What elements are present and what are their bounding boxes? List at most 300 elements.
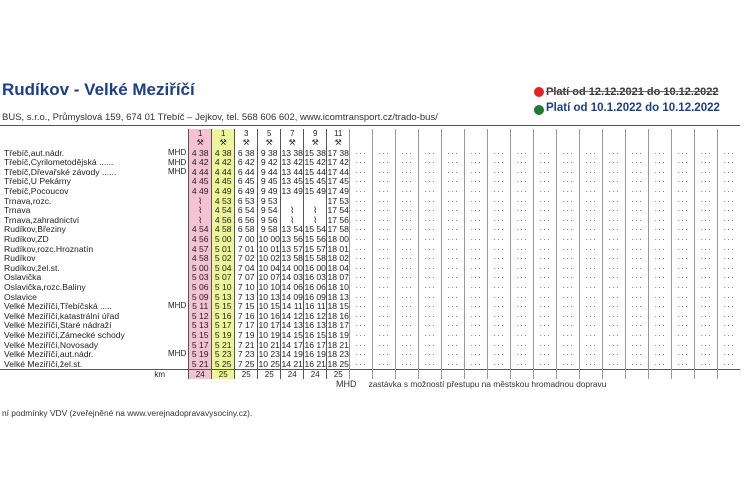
departure-time: 5 12 xyxy=(189,311,212,321)
empty-trip-cell: ··· xyxy=(442,244,465,254)
empty-trip-cell: ··· xyxy=(557,283,580,293)
empty-trip-cell: ··· xyxy=(465,206,488,216)
departure-time: 10 13 xyxy=(258,291,280,302)
empty-header-cell xyxy=(557,129,580,139)
empty-trip-cell: ··· xyxy=(626,215,649,225)
empty-header-cell xyxy=(419,129,442,139)
departure-time: 14 15 xyxy=(281,329,303,340)
departure-time: 15 56 xyxy=(304,234,326,245)
departure-time: 13 57 xyxy=(281,243,303,254)
empty-trip-cell: ··· xyxy=(672,235,695,245)
empty-trip-cell: ··· xyxy=(649,263,672,273)
trip-distance-km: 24 xyxy=(281,369,304,379)
empty-trip-cell: ··· xyxy=(649,177,672,187)
empty-trip-cell: ··· xyxy=(511,158,534,168)
empty-trip-cell: ··· xyxy=(442,302,465,312)
empty-trip-cell: ··· xyxy=(649,359,672,369)
departure-time: 9 58 xyxy=(258,225,281,235)
empty-trip-cell: ··· xyxy=(626,177,649,187)
mhd-marker xyxy=(168,187,189,197)
departure-time: 4 45 xyxy=(189,177,212,187)
empty-km-cell xyxy=(718,369,741,379)
empty-trip-cell: ··· xyxy=(695,273,718,283)
empty-trip-cell: ··· xyxy=(419,158,442,168)
empty-trip-cell: ··· xyxy=(626,244,649,254)
trip-distance-km: 24 xyxy=(189,369,212,379)
empty-km-cell xyxy=(396,369,419,379)
empty-trip-cell: ··· xyxy=(649,225,672,235)
empty-trip-cell: ··· xyxy=(488,273,511,283)
empty-trip-cell: ··· xyxy=(603,273,626,283)
empty-trip-cell: ··· xyxy=(603,263,626,273)
empty-trip-cell: ··· xyxy=(465,302,488,312)
empty-header-cell xyxy=(511,129,534,139)
empty-trip-cell: ··· xyxy=(534,158,557,168)
empty-trip-cell: ··· xyxy=(465,235,488,245)
empty-trip-cell: ··· xyxy=(465,311,488,321)
departure-time: 17 54 xyxy=(327,205,349,216)
empty-trip-cell: ··· xyxy=(626,350,649,360)
mhd-marker: MHD xyxy=(168,157,187,167)
empty-trip-cell: ··· xyxy=(580,302,603,312)
empty-trip-cell: ··· xyxy=(557,330,580,340)
empty-trip-cell: ··· xyxy=(695,235,718,245)
empty-trip-cell: ··· xyxy=(534,330,557,340)
empty-trip-cell: ··· xyxy=(465,340,488,350)
departure-time: 5 04 xyxy=(212,263,235,273)
departure-time: 6 53 xyxy=(235,196,258,206)
empty-trip-cell: ··· xyxy=(373,292,396,302)
empty-header-cell xyxy=(488,139,511,149)
empty-trip-cell: ··· xyxy=(511,311,534,321)
empty-trip-cell: ··· xyxy=(649,187,672,197)
empty-trip-cell: ··· xyxy=(557,196,580,206)
footer-note: ní podmínky VDV (zveřejněné na www.verejnadopravavysociny.cz). xyxy=(2,408,253,418)
empty-trip-cell: ··· xyxy=(718,254,741,264)
stop-row xyxy=(0,350,740,360)
km-spacer xyxy=(168,369,189,379)
empty-trip-cell: ··· xyxy=(350,340,373,350)
empty-trip-cell: ··· xyxy=(511,350,534,360)
empty-trip-cell: ··· xyxy=(557,350,580,360)
empty-trip-cell: ··· xyxy=(718,235,741,245)
empty-trip-cell: ··· xyxy=(442,206,465,216)
empty-trip-cell: ··· xyxy=(626,225,649,235)
timetable xyxy=(0,129,740,379)
departure-time: 14 19 xyxy=(281,349,303,360)
empty-trip-cell: ··· xyxy=(373,273,396,283)
empty-trip-cell: ··· xyxy=(603,340,626,350)
departure-time: 7 15 xyxy=(235,302,258,312)
empty-trip-cell: ··· xyxy=(488,330,511,340)
stop-name: Rudíkov,rozc.Hroznatín xyxy=(4,244,94,254)
departure-time: 17 45 xyxy=(327,176,349,187)
empty-trip-cell: ··· xyxy=(396,244,419,254)
empty-trip-cell: ··· xyxy=(672,187,695,197)
empty-trip-cell: ··· xyxy=(672,311,695,321)
empty-trip-cell: ··· xyxy=(580,177,603,187)
empty-trip-cell: ··· xyxy=(442,254,465,264)
departure-time: 9 56 xyxy=(258,215,281,225)
empty-trip-cell: ··· xyxy=(603,283,626,293)
departure-time: 4 42 xyxy=(212,158,235,168)
trip-distance-km: 25 xyxy=(212,369,235,379)
empty-trip-cell: ··· xyxy=(373,158,396,168)
stop-row xyxy=(0,321,740,331)
mhd-marker xyxy=(168,235,189,245)
empty-trip-cell: ··· xyxy=(350,148,373,158)
departure-time: 10 07 xyxy=(258,272,280,283)
empty-trip-cell: ··· xyxy=(465,292,488,302)
departure-time: 5 02 xyxy=(212,254,235,264)
empty-trip-cell: ··· xyxy=(419,187,442,197)
empty-trip-cell: ··· xyxy=(603,225,626,235)
empty-trip-cell: ··· xyxy=(672,206,695,216)
stop-name: Třebíč,U Pekárny xyxy=(4,176,71,187)
departure-time: 4 58 xyxy=(212,225,235,235)
empty-trip-cell: ··· xyxy=(580,148,603,158)
empty-trip-cell: ··· xyxy=(649,254,672,264)
stop-name: Trnava,zahradnictví xyxy=(4,215,80,225)
empty-km-cell xyxy=(511,369,534,379)
empty-trip-cell: ··· xyxy=(626,273,649,283)
empty-trip-cell: ··· xyxy=(396,206,419,216)
departure-time: 4 54 xyxy=(212,206,235,216)
empty-trip-cell: ··· xyxy=(511,187,534,197)
departure-time: 10 21 xyxy=(258,339,280,350)
departure-time: 18 04 xyxy=(327,262,349,273)
empty-trip-cell: ··· xyxy=(488,311,511,321)
stop-name: Velké Meziříčí,Novosady xyxy=(4,340,99,350)
empty-header-cell xyxy=(649,139,672,149)
empty-trip-cell: ··· xyxy=(396,359,419,369)
empty-trip-cell: ··· xyxy=(350,196,373,206)
empty-trip-cell: ··· xyxy=(488,148,511,158)
empty-trip-cell: ··· xyxy=(534,148,557,158)
stop-name: Oslavička xyxy=(4,272,42,283)
empty-trip-cell: ··· xyxy=(557,158,580,168)
stop-row xyxy=(0,302,740,312)
empty-trip-cell: ··· xyxy=(465,350,488,360)
mhd-marker xyxy=(168,273,189,283)
empty-trip-cell: ··· xyxy=(580,187,603,197)
stop-name: Oslavička,rozc.Baliny xyxy=(4,282,86,292)
empty-trip-cell: ··· xyxy=(580,283,603,293)
departure-time: 5 13 xyxy=(189,321,212,331)
empty-trip-cell: ··· xyxy=(695,340,718,350)
empty-trip-cell: ··· xyxy=(695,148,718,158)
departure-time: 13 45 xyxy=(281,176,303,187)
empty-trip-cell: ··· xyxy=(373,263,396,273)
empty-trip-cell: ··· xyxy=(580,158,603,168)
empty-trip-cell: ··· xyxy=(442,359,465,369)
empty-trip-cell: ··· xyxy=(511,225,534,235)
empty-trip-cell: ··· xyxy=(626,330,649,340)
empty-trip-cell: ··· xyxy=(350,167,373,177)
empty-header-cell xyxy=(603,139,626,149)
empty-trip-cell: ··· xyxy=(580,330,603,340)
empty-trip-cell: ··· xyxy=(534,302,557,312)
empty-trip-cell: ··· xyxy=(534,177,557,187)
workday-symbol: ⚒ xyxy=(281,139,304,149)
empty-trip-cell: ··· xyxy=(603,196,626,206)
empty-trip-cell: ··· xyxy=(649,235,672,245)
empty-trip-cell: ··· xyxy=(373,196,396,206)
departure-time: 5 16 xyxy=(212,311,235,321)
departure-time: 14 11 xyxy=(281,301,303,312)
empty-trip-cell: ··· xyxy=(511,215,534,225)
empty-trip-cell: ··· xyxy=(396,187,419,197)
trip-distance-km: 24 xyxy=(304,369,327,379)
departure-time: 10 15 xyxy=(258,301,280,312)
stop-name: Oslavice xyxy=(4,292,37,302)
empty-trip-cell: ··· xyxy=(695,225,718,235)
empty-trip-cell: ··· xyxy=(442,321,465,331)
empty-trip-cell: ··· xyxy=(718,196,741,206)
departure-time: 5 15 xyxy=(189,330,212,340)
empty-trip-cell: ··· xyxy=(603,187,626,197)
departure-time: 18 07 xyxy=(327,272,349,283)
empty-km-cell xyxy=(580,369,603,379)
empty-trip-cell: ··· xyxy=(580,321,603,331)
stop-name: Třebíč,Cyrilometodějská ...... xyxy=(4,157,114,168)
empty-trip-cell: ··· xyxy=(603,177,626,187)
departure-time: 6 42 xyxy=(235,158,258,168)
empty-trip-cell: ··· xyxy=(534,167,557,177)
departure-time: 15 58 xyxy=(304,253,326,264)
empty-trip-cell: ··· xyxy=(350,263,373,273)
empty-trip-cell: ··· xyxy=(557,292,580,302)
empty-trip-cell: ··· xyxy=(603,235,626,245)
empty-trip-cell: ··· xyxy=(580,215,603,225)
empty-trip-cell: ··· xyxy=(672,177,695,187)
departure-time: 4 56 xyxy=(212,215,235,225)
empty-trip-cell: ··· xyxy=(465,148,488,158)
empty-trip-cell: ··· xyxy=(718,177,741,187)
empty-trip-cell: ··· xyxy=(672,148,695,158)
departure-time: 16 09 xyxy=(304,291,326,302)
departure-time: 14 12 xyxy=(281,310,303,321)
departure-time: 18 10 xyxy=(327,282,349,292)
workday-symbol: ⚒ xyxy=(304,139,327,149)
empty-trip-cell: ··· xyxy=(695,158,718,168)
empty-trip-cell: ··· xyxy=(603,148,626,158)
empty-trip-cell: ··· xyxy=(419,359,442,369)
empty-trip-cell: ··· xyxy=(534,283,557,293)
departure-time: 18 16 xyxy=(327,310,349,321)
empty-trip-cell: ··· xyxy=(626,196,649,206)
empty-header-cell xyxy=(534,139,557,149)
empty-trip-cell: ··· xyxy=(465,244,488,254)
empty-trip-cell: ··· xyxy=(672,350,695,360)
empty-trip-cell: ··· xyxy=(488,225,511,235)
departure-time: 5 07 xyxy=(212,273,235,283)
departure-time: 15 45 xyxy=(304,176,326,187)
empty-trip-cell: ··· xyxy=(603,292,626,302)
empty-trip-cell: ··· xyxy=(511,196,534,206)
empty-trip-cell: ··· xyxy=(373,235,396,245)
empty-trip-cell: ··· xyxy=(557,225,580,235)
empty-trip-cell: ··· xyxy=(672,283,695,293)
empty-header-cell xyxy=(419,139,442,149)
departure-time: 15 54 xyxy=(304,224,326,235)
departure-time: 17 38 xyxy=(327,147,349,158)
departure-time: 5 11 xyxy=(189,302,212,312)
empty-trip-cell: ··· xyxy=(373,321,396,331)
departure-time: 18 19 xyxy=(327,329,349,340)
empty-trip-cell: ··· xyxy=(695,302,718,312)
empty-trip-cell: ··· xyxy=(465,158,488,168)
departure-time: 6 58 xyxy=(235,225,258,235)
header-spacer xyxy=(0,139,168,149)
departure-time: 10 16 xyxy=(258,310,280,321)
departure-time: 14 00 xyxy=(281,262,303,273)
empty-header-cell xyxy=(442,129,465,139)
empty-trip-cell: ··· xyxy=(580,235,603,245)
empty-trip-cell: ··· xyxy=(626,263,649,273)
empty-trip-cell: ··· xyxy=(534,321,557,331)
empty-trip-cell: ··· xyxy=(442,283,465,293)
empty-trip-cell: ··· xyxy=(718,283,741,293)
empty-trip-cell: ··· xyxy=(557,302,580,312)
departure-time: 13 58 xyxy=(281,253,303,264)
empty-trip-cell: ··· xyxy=(534,254,557,264)
empty-header-cell xyxy=(580,139,603,149)
empty-trip-cell: ··· xyxy=(626,340,649,350)
empty-km-cell xyxy=(373,369,396,379)
empty-trip-cell: ··· xyxy=(442,225,465,235)
empty-trip-cell: ··· xyxy=(672,254,695,264)
empty-trip-cell: ··· xyxy=(442,158,465,168)
empty-trip-cell: ··· xyxy=(534,311,557,321)
departure-time: 7 19 xyxy=(235,330,258,340)
empty-trip-cell: ··· xyxy=(350,273,373,283)
empty-trip-cell: ··· xyxy=(718,148,741,158)
departure-time: 6 45 xyxy=(235,177,258,187)
empty-trip-cell: ··· xyxy=(511,302,534,312)
empty-trip-cell: ··· xyxy=(534,206,557,216)
empty-trip-cell: ··· xyxy=(350,235,373,245)
mhd-marker xyxy=(168,321,189,331)
trip-distance-km: 25 xyxy=(235,369,258,379)
empty-trip-cell: ··· xyxy=(557,206,580,216)
empty-trip-cell: ··· xyxy=(396,283,419,293)
empty-trip-cell: ··· xyxy=(603,158,626,168)
stop-row xyxy=(0,263,740,273)
departure-time: 10 01 xyxy=(258,243,280,254)
empty-trip-cell: ··· xyxy=(419,235,442,245)
empty-km-cell xyxy=(419,369,442,379)
empty-trip-cell: ··· xyxy=(465,321,488,331)
departure-time: 7 25 xyxy=(235,359,258,369)
stop-name: Velké Meziříčí,Třebíčská ..... xyxy=(4,301,112,312)
empty-trip-cell: ··· xyxy=(534,273,557,283)
empty-trip-cell: ··· xyxy=(419,177,442,187)
stop-name: Velké Meziříčí,aut.nádr. xyxy=(4,349,94,360)
departure-time: 4 44 xyxy=(212,167,235,177)
departure-time: 5 06 xyxy=(189,283,212,293)
departure-time: 18 00 xyxy=(327,234,349,245)
empty-trip-cell: ··· xyxy=(626,148,649,158)
empty-trip-cell: ··· xyxy=(718,263,741,273)
departure-time: 10 23 xyxy=(258,349,280,360)
departure-time: 4 45 xyxy=(212,177,235,187)
empty-trip-cell: ··· xyxy=(580,359,603,369)
empty-trip-cell: ··· xyxy=(511,177,534,187)
empty-trip-cell: ··· xyxy=(603,244,626,254)
empty-trip-cell: ··· xyxy=(350,187,373,197)
empty-header-cell xyxy=(626,129,649,139)
departure-time: 16 17 xyxy=(304,339,326,350)
departure-time: 5 13 xyxy=(212,292,235,302)
stop-row xyxy=(0,340,740,350)
empty-trip-cell: ··· xyxy=(373,215,396,225)
empty-trip-cell: ··· xyxy=(488,254,511,264)
empty-km-cell xyxy=(465,369,488,379)
empty-trip-cell: ··· xyxy=(465,273,488,283)
mhd-marker xyxy=(168,196,189,206)
empty-trip-cell: ··· xyxy=(649,215,672,225)
workday-symbol: ⚒ xyxy=(258,139,281,149)
empty-trip-cell: ··· xyxy=(626,292,649,302)
trip-number: 11 xyxy=(327,129,350,139)
empty-trip-cell: ··· xyxy=(580,244,603,254)
empty-trip-cell: ··· xyxy=(442,340,465,350)
empty-header-cell xyxy=(373,139,396,149)
stop-row xyxy=(0,148,740,158)
empty-trip-cell: ··· xyxy=(465,254,488,264)
empty-trip-cell: ··· xyxy=(419,167,442,177)
empty-trip-cell: ··· xyxy=(649,340,672,350)
empty-trip-cell: ··· xyxy=(373,254,396,264)
empty-trip-cell: ··· xyxy=(718,225,741,235)
empty-trip-cell: ··· xyxy=(373,302,396,312)
trip-number: 5 xyxy=(258,129,281,139)
empty-trip-cell: ··· xyxy=(373,187,396,197)
stop-name: Rudíkov xyxy=(4,253,36,264)
empty-trip-cell: ··· xyxy=(488,177,511,187)
departure-time: 17 42 xyxy=(327,157,349,168)
empty-trip-cell: ··· xyxy=(396,167,419,177)
empty-trip-cell: ··· xyxy=(419,148,442,158)
empty-trip-cell: ··· xyxy=(626,158,649,168)
empty-trip-cell: ··· xyxy=(488,359,511,369)
empty-trip-cell: ··· xyxy=(695,167,718,177)
mhd-marker xyxy=(168,215,189,225)
empty-trip-cell: ··· xyxy=(603,311,626,321)
empty-trip-cell: ··· xyxy=(649,350,672,360)
departure-time: 13 56 xyxy=(281,234,303,245)
empty-trip-cell: ··· xyxy=(442,350,465,360)
stop-row xyxy=(0,196,740,206)
departure-time: 17 58 xyxy=(327,224,349,235)
empty-trip-cell: ··· xyxy=(396,254,419,264)
departure-time: 5 09 xyxy=(189,292,212,302)
empty-trip-cell: ··· xyxy=(580,254,603,264)
empty-trip-cell: ··· xyxy=(580,167,603,177)
empty-header-cell xyxy=(488,129,511,139)
empty-trip-cell: ··· xyxy=(649,330,672,340)
empty-trip-cell: ··· xyxy=(534,263,557,273)
empty-trip-cell: ··· xyxy=(373,148,396,158)
empty-trip-cell: ··· xyxy=(649,206,672,216)
empty-trip-cell: ··· xyxy=(557,321,580,331)
empty-trip-cell: ··· xyxy=(511,263,534,273)
departure-time: 4 57 xyxy=(189,244,212,254)
empty-trip-cell: ··· xyxy=(419,330,442,340)
empty-trip-cell: ··· xyxy=(718,302,741,312)
empty-trip-cell: ··· xyxy=(442,148,465,158)
